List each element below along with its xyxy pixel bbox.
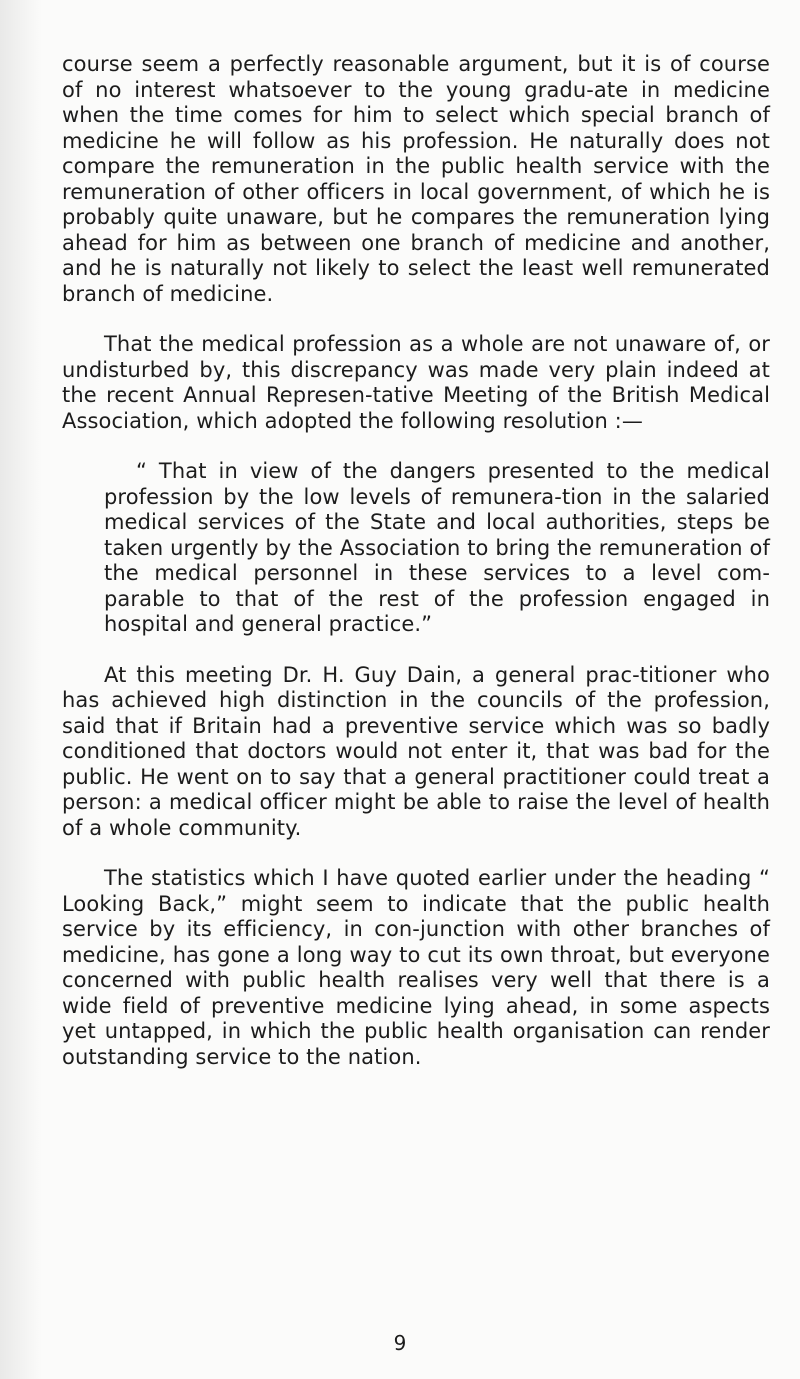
paragraph-1: course seem a perfectly reasonable argument, but it is of course of no interest whatsoever to the young gradu-ate in medicine when the time comes for him to select which special branch of medicine he will follow as his profession. He naturally does not compare the remuneration in the public health service with the remuneration of other officers in local government, of which he is probably quite unaware, but he compares the remuneration lying ahead for him as between one branch of medicine and another, and he is naturally not likely to select the least well remunerated branch of medicine. [62,52,770,306]
paragraph-4: At this meeting Dr. H. Guy Dain, a general prac-titioner who has achieved high distinction in the councils of the profession, said that if Britain had a preventive service which was so badly conditioned that doctors would not enter it, that was bad for the public. He went on to say that a general practitioner could treat a person: a medical officer might be able to raise the level of health of a whole community. [62,662,770,840]
page-edge-shadow [0,0,42,1379]
quoted-resolution: “ That in view of the dangers presented to the medical profession by the low levels of remunera-tion in the salaried medical services of the State and local authorities, steps be taken urgently by the Association to bring the remuneration of the medical personnel in these services to a level com-parable to that of the rest of the profession engaged in hospital and general practice.” [104,459,770,636]
paragraph-5: The statistics which I have quoted earlier under the heading “ Looking Back,” might seem to indicate that the public health service by its efficiency, in con-junction with other branches of medicine, has gone a long way to cut its own throat, but everyone concerned with public health realises very well that there is a wide field of preventive medicine lying ahead, in some aspects yet untapped, in which the public health organisation can render outstanding service to the nation. [62,866,770,1069]
page-number: 9 [393,1331,407,1355]
document-body [62,52,770,1095]
paragraph-2: That the medical profession as a whole are not unaware of, or undisturbed by, this discrepancy was made very plain indeed at the recent Annual Represen-tative Meeting of the British Medical Association, which adopted the following resolution :— [62,332,770,433]
